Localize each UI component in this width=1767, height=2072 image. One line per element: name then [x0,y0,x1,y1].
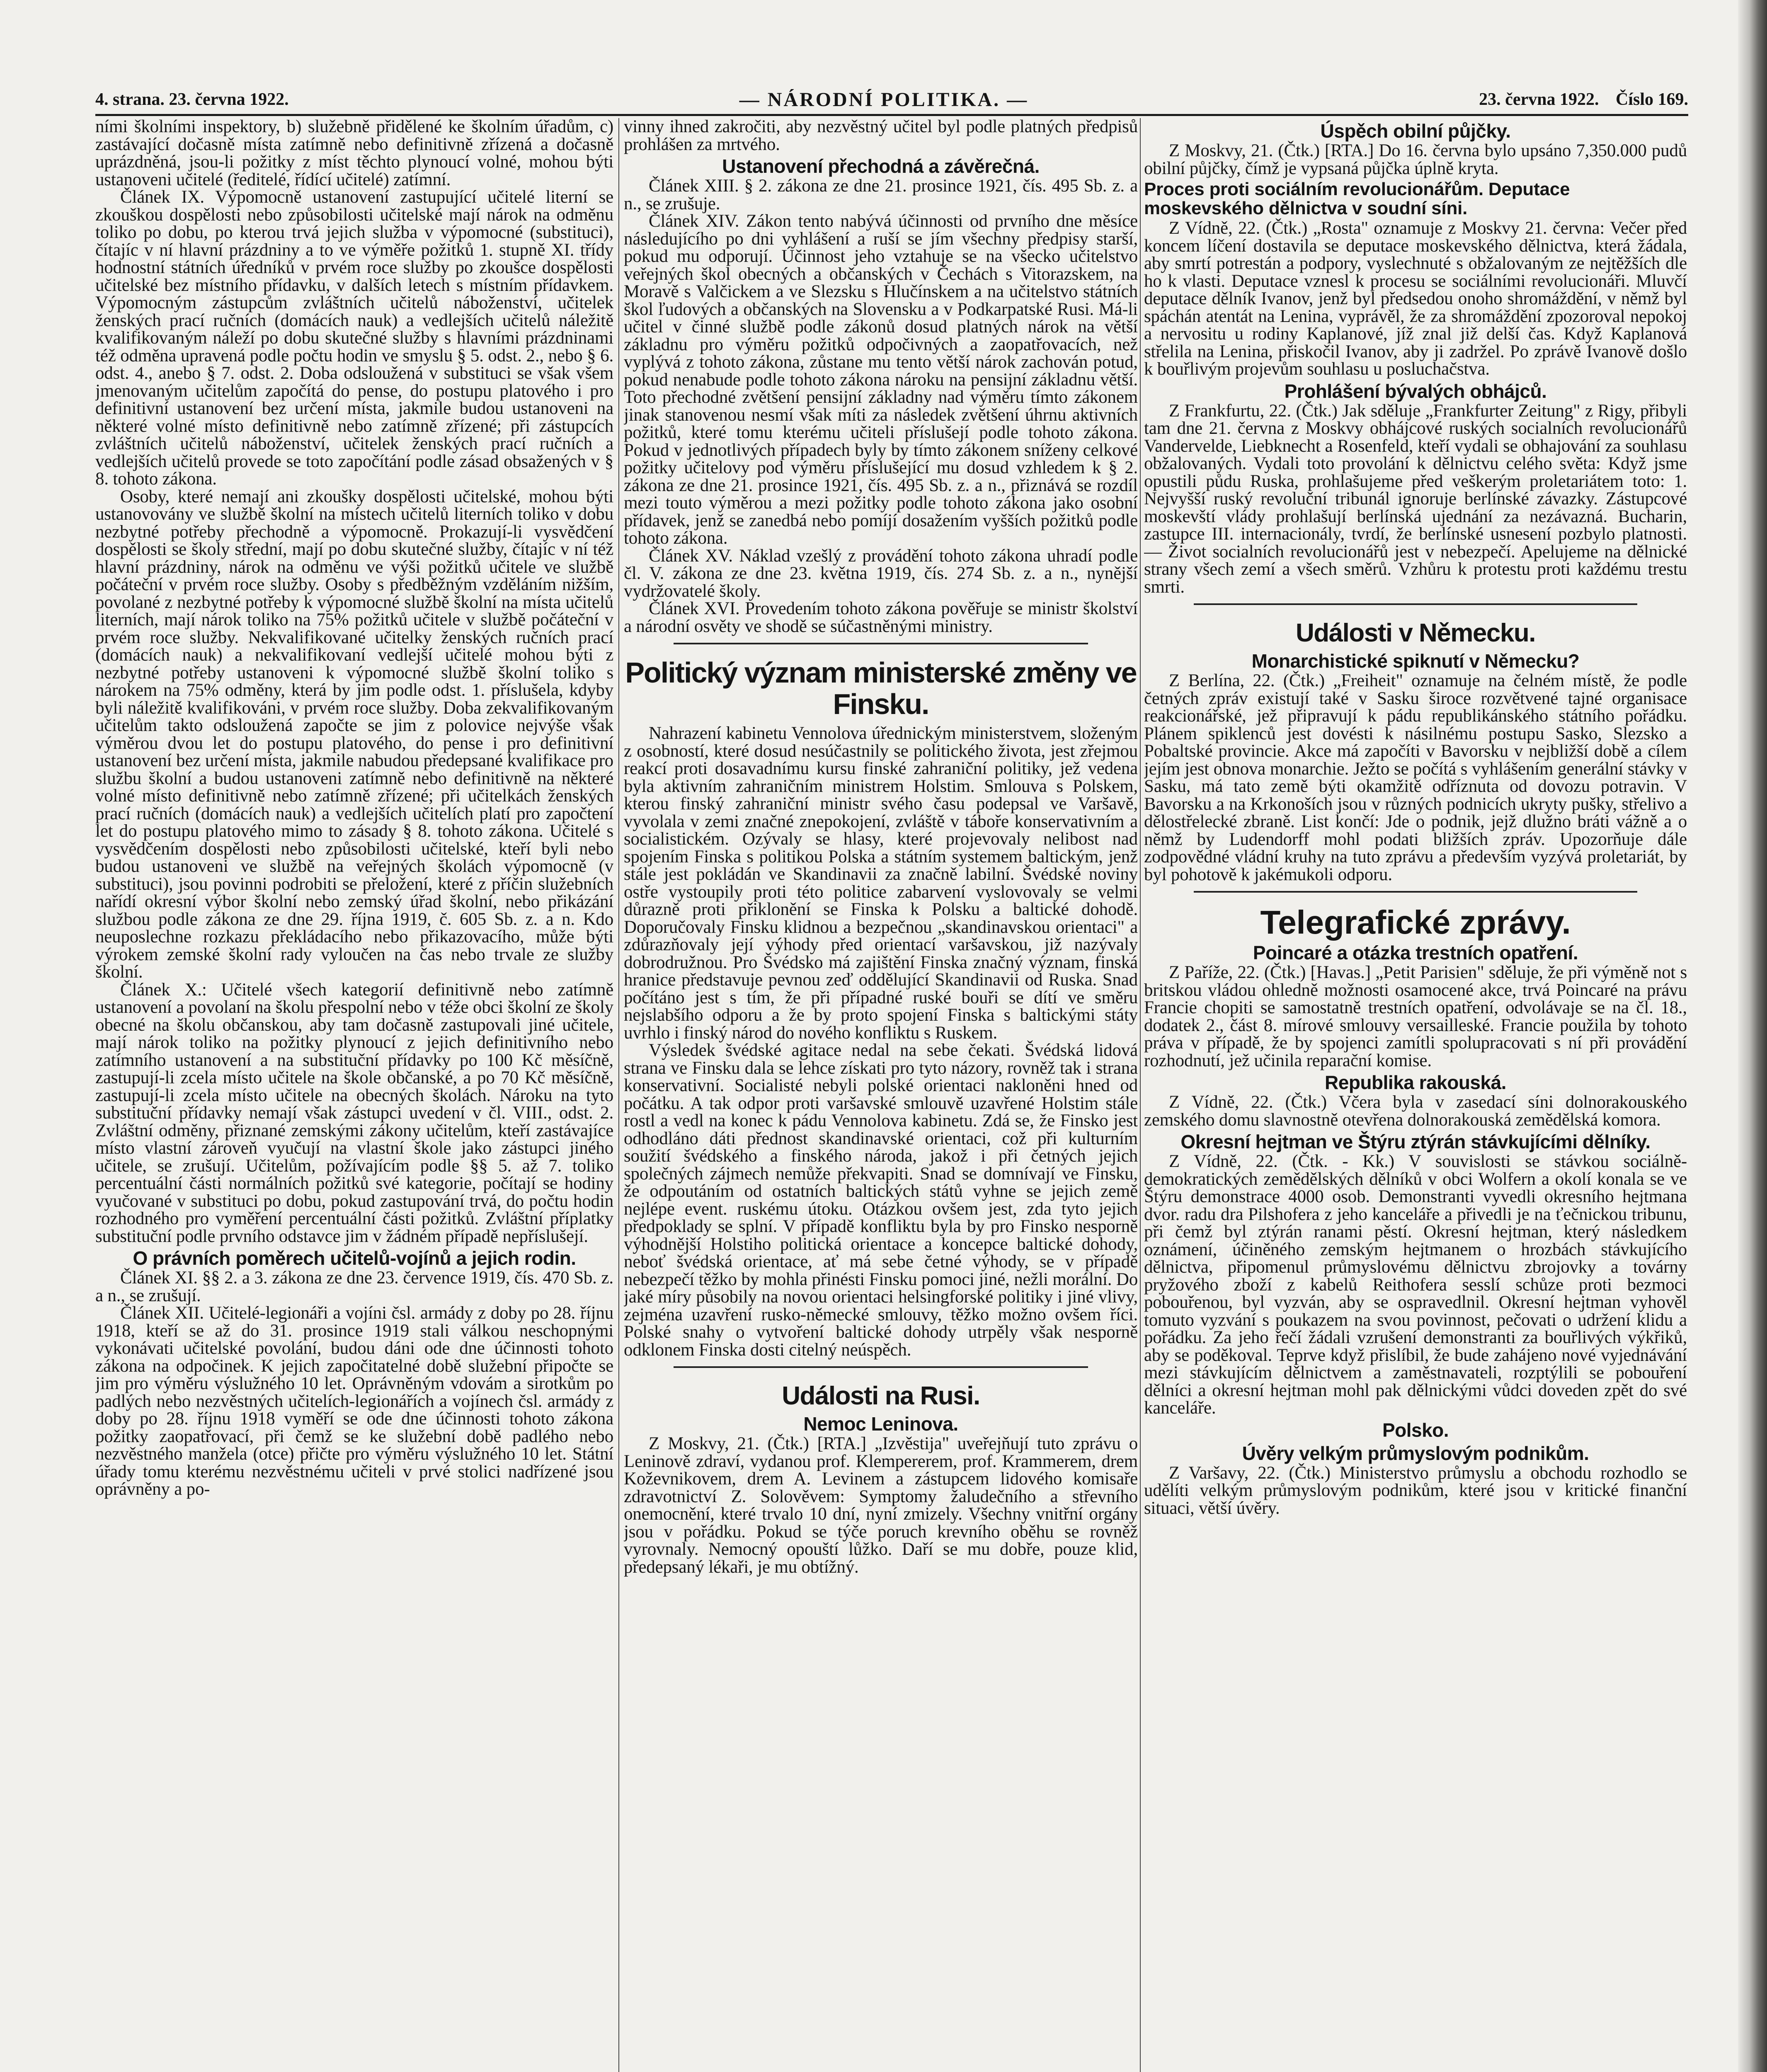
article-paragraph: Z Moskvy, 21. (Čtk.) [RTA.] Do 16. června bylo upsáno 7,350.000 pudů obilní půjčky, čímž je vypsaná půjčka úplně kryta. [1144,141,1687,178]
article-paragraph: Z Vídně, 22. (Čtk.) Včera byla v zasedací síni dolnorakouského zemského domu slavnostně otevřena dolnorakouská zemědělská komora. [1144,1092,1687,1130]
column-rule [618,118,619,2072]
article-divider [1194,891,1637,893]
article-paragraph: Článek XIV. Zákon tento nabývá účinnosti od prvního dne měsíce následujícího po dni vyhlášení a ruší se jím všechny předpisy starší, pokud mu odporují. Účinnost jeho vztahuje se na všecko učitelstvo veřejných škol obecných a občanských v Čechách s Vitorazskem, na Moravě s Valčickem a ve Slezsku s Hlučínskem a na učitelstvo státních škol ľudových a občanských na Slovensku a v Podkarpatské Rusi. Má-li učitel v činné službě podle zákonů dosud platných nárok na větší základnu pro výměru požitků odpočivných a zaopatřovacích, než vyplývá z tohoto zákona, zůstane mu tento větší nárok zachován potud, pokud nenabude podle tohoto zákona nároku na pensijní základnu větší. Toto přechodné zvětšení pensijní základny nad výměru tímto zákonem jinak stanovenou nesmí však míti za následek zvětšení úhrnu aktivních požitků, které tomu kterému učiteli příslušejí podle tohoto zákona. Pokud v jednotlivých případech byly by tímto zákonem sníženy celkové požitky učitelovy pod výměru příslušející mu dosud vzhledem k § 2. zákona ze dne 21. prosince 1921, čís. 495 Sb. z. a n., přiznává se rozdíl mezi touto výměrou a mezi požitky podle tohoto zákona jako osobní přídavek, jenž se zanedbá nebo pomíjí dosažením vyšších požitků podle tohoto zákona. [624,211,1138,548]
article-paragraph: Z Vídně, 22. (Čtk.) „Rosta" oznamuje z Moskvy 21. června: Večer před koncem líčení dostavila se deputace moskevského dělnictva, která žádala, aby smrtí potrestán a podpory, vyslechnuté s obžalovaným ze nejtěžších dle ho k vlasti. Deputace vznesl k procesu se sociálními revolucionáři. Mluvčí deputace dělník Ivanov, jenž byl předsedou onoho shromáždění, v němž byl spáchán atentát na Lenina, vyprávěl, že za shromáždění zpozoroval nepokoj a nervositu u rodiny Kaplanové, jíž znal již delší čas. Když Kaplanová střelila na Lenina, přiskočil Ivanov, aby ji zadržel. Po zprávě Ivanově došlo k bouřlivým projevům souhlasu u posluchačstva. [1144,218,1687,379]
article-paragraph: Článek XVI. Provedením tohoto zákona pověřuje se ministr školství a národní osvěty ve shodě se súčastněnými ministry. [624,599,1138,636]
issue-number: Číslo 169. [1615,90,1688,109]
article-paragraph: Z Paříže, 22. (Čtk.) [Havas.] „Petit Parisien" sděluje, že při výměně not s britskou vládou ohledně možnosti osamocené akce, trvá Poincaré na právu Francie chopiti se samostatně trestních opatření, odvolávaje se na čl. 18., dodatek 2., část 8. mírové smlouvy versailleské. Francie použila by tohoto práva v případě, že by spojenci zamítli spolupracovati s ní při provádění rozhodnutí, jež učinila reparační komise. [1144,963,1687,1070]
sub-heading: Polsko. [1382,1419,1449,1441]
article-paragraph: Z Varšavy, 22. (Čtk.) Ministerstvo průmyslu a obchodu rozhodlo se udělíti velkým průmyslovým podnikům, které jsou v kritické finanční situaci, větší úvěry. [1144,1463,1687,1518]
article-paragraph: Článek IX. Výpomocně ustanovení zastupující učitelé literní se zkouškou dospělosti nebo způsobilosti učitelské mají nárok na odměnu toliko po dobu, po kterou trvá jejich služba v výpomocné (substituci), čítajíc v ní hlavní prázdniny a to ve výměře požitků 1. stupně XI. třídy hodnostní státních úředníků v prvém roce služby po zkoušce dospělosti učitelské bez místního přídavku, v dalších letech s místním přídavkem. Výpomocným zástupcům zvláštních učitelů náboženství, učitelek ženských prací ručních (domácích nauk) a vedlejších učitelů náležitě kvalifikovaným náleží po dobu skutečné služby s hlavními prázdninami též odměna upravená podle počtu hodin ve smyslu § 5. odst. 2., nebo § 6. odst. 4., anebo § 7. odst. 2. Doba odsloužená v substituci se však všem jmenovaným učitelům započítá do pense, do postupu platového i pro definitivní ustanovení bez určení místa, jakmile budou ustanoveni na některé volné místo definitivně nebo zatímně zřízené; při zástupcích zvláštních učitelů náboženství, učitelek ženských prací ručních a vedlejších učitelů provede se toto započítání podle zásad obsažených v § 8. tohoto zákona. [95,187,613,489]
article-paragraph: ními školními inspektory, b) služebně přidělené ke školním úřadům, c) zastávající dočasně místa zatímně nebo definitivně zřízená a dočasně uprázdněná, jsou-li požitky z míst těchto plynoucí volné, mohou býti ustanoveni učitelé (ředitelé, řídící učitelé) zatímní. [95,118,613,189]
article-paragraph: Článek XI. §§ 2. a 3. zákona ze dne 23. července 1919, čís. 470 Sb. z. a n., se zrušují. [95,1268,613,1305]
sub-heading: Poincaré a otázka trestních opatření. [1253,942,1578,963]
sub-heading: Monarchistické spiknutí v Německu? [1251,650,1580,672]
article-paragraph: Osoby, které nemají ani zkoušky dospělosti učitelské, mohou býti ustanovovány ve službě školní na místech učitelů literních toliko v dobu nezbytné potřeby přechodně a výpomocně. Prokazují-li vysvědčení dospělosti se školy střední, mají po dobu skutečné služby, čítajíc v ní též hlavní prázdniny, nárok na odměnu ve výši požitků učitele ve službě počáteční v prvém roce služby. Osoby s předběžným vzděláním nižším, povolané z nezbytné potřeby k výpomocné službě školní na místa učitelů literních, mají nárok toliko na 75% požitků učitele v službě počáteční v prvém roce služby. Nekvalifikované učitelky ženských ručních prací (domácích nauk) a nekvalifikovaní vedlejší učitelé mohou býti z nezbytné potřeby ustanoveni k výpomocné službě školní toliko s nárokem na 75% odměny, která by jim podle odst. 1. příslušela, kdyby byli náležitě kvalifikováni, v prvém roce služby. Doba zekvalifikovaným učitelům takto odsloužená započte se jim z polovice nejvýše však výměrou dvou let do postupu platového, do pense i pro definitivní ustanovení bez určení místa, jakmile nabudou předepsané kvalifikace pro službu školní a budou ustanoveni zatímně nebo definitivně na některé volné místo definitivně nebo zatímně zřízené; při učitelkách ženských prací ručních (domácích nauk) a vedlejších učitelích platí pro započtení let do postupu platového mimo to zásady § 8. tohoto zákona. Učitelé s vysvědčením dospělosti nebo způsobilosti učitelské, kteří byli nebo budou ustanoveni ve službě na veřejných školách výpomocně (v substituci), jsou povinni podrobiti se přeložení, které z příčin služebních nařídí okresní výbor školní nebo zemský úřad školní, nebo přikázání službou podle zákona ze dne 29. října 1919, č. 605 Sb. z. a n. Kdo neuposlechne rozkazu překládacího nebo přikazovacího, může býti výrokem zemské školní rady vyloučen na čas nebo trvale ze služby školní. [95,487,613,982]
section-headline: Události na Rusi. [782,1382,980,1410]
article-paragraph: Výsledek švédské agitace nedal na sebe čekati. Švédská lidová strana ve Finsku dala se lehce získati pro tyto názory, rovněž tak i strana konservativní. Socialisté nebyli polské orientaci nakloněni hned od počátku. A tak odpor proti varšavské smlouvě uzavřené Holstim stále rostl a vedl na konec k pádu Vennolova kabinetu. Zdá se, že Finsko jest odhodláno dáti přednost skandinavské orientaci, což při kulturním soužití švédského a finského národa, jakož i při četných jejich společných zájmech nemůže překvapiti. Snad se domnívají ve Finsku, že odpoutáním od ostatních baltických států vyhne se jejich země nejlépe event. ruskému útoku. Otázkou ovšem jest, zda tyto jejich předpoklady se splní. V případě konfliktu byla by pro Finsko nesporně výhodnější Holstiho politická orientace a koncepce baltické dohody, neboť švédská orientace, ať má sebe četné výhody, se v případě nebezpečí těžko by mohla přinésti Finsku pomoci jiné, nežli morální. Do jaké míry působily na novou orientaci helsingforské politiky i jiné vlivy, zejména uzavření rusko-německé smlouvy, těžko možno ovšem říci. Polské snahy o vytvoření baltické dohody utrpěly však nesporně odklonem Finska dosti citelný neúspěch. [624,1041,1138,1360]
article-headline: Politický význam ministerské změny ve Finsku. [625,656,1137,720]
article-divider [1194,603,1637,605]
sub-heading: Republika rakouská. [1325,1072,1506,1093]
column-2 [624,118,1138,2072]
section-headline: Telegrafické zprávy. [1260,904,1571,941]
header-right [1479,90,1688,109]
article-paragraph: Článek XIII. § 2. zákona ze dne 21. prosince 1921, čís. 495 Sb. z. a n., se zrušuje. [624,176,1138,213]
section-heading: Ustanovení přechodná a závěrečná. [722,155,1040,177]
section-headline: Události v Německu. [1296,619,1535,647]
article-paragraph: Článek XII. Učitelé-legionáři a vojíni čsl. armády z doby po 28. říjnu 1918, kteří se až do 31. prosince 1919 stali válkou neschopnými vykonávati učitelské povolání, budou dáni ode dne účinnosti tohoto zákona na odpočinek. K jejich započitatelné době služební připočte se jim pro výměru výslužného 10 let. Oprávněným vdovám a sirotkům po padlých nebo nezvěstných učitelích-legionářích a vojínech čsl. armády z doby po 28. říjnu 1918 vyměří se ode dne účinnosti tohoto zákona požitky zaopatřovací, při čemž se ke služební době padlého nebo nezvěstného manžela (otce) přičte pro výměru výslužného 10 let. Státní úřady tomu kterému nezvěstnému učiteli v prvé stolici nadřízené jsou oprávněny a po- [95,1303,613,1499]
column-rule [1140,118,1141,2072]
masthead-title: — NÁRODNÍ POLITIKA. — [739,88,1029,111]
article-paragraph: Článek XV. Náklad vzešlý z provádění tohoto zákona uhradí podle čl. V. zákona ze dne 23. května 1919, čís. 274 Sb. z. a n., nynější vydržovatelé školy. [624,546,1138,601]
sub-heading: Proces proti sociálním revolucionářům. Deputace moskevského dělnictva v soudní síni. [1144,179,1570,218]
section-heading: O právních poměrech učitelů-vojínů a jejich rodin. [133,1247,576,1269]
header-page-info: 4. strana. 23. června 1922. [95,90,289,109]
article-paragraph: vinny ihned zakročiti, aby nezvěstný učitel byl podle platných předpisů prohlášen za mrtvého. [624,118,1138,154]
article-paragraph: Z Vídně, 22. (Čtk. - Kk.) V souvislosti se stávkou sociálně-demokratických zemědělských dělníků v obci Wolfern a okolí konala se ve Štýru demonstrace 4000 osob. Demonstranti vyvedli okresního hejtmana dvor. radu dra Pilshofera z jeho kanceláře a přivedli je na ťečnickou tribunu, při čemž byl ztýrán ranami pěstí. Okresní hejtman, který následkem oznámení, účiněného zemským hejtmanem o hrozbách stávkujícího dělnictva, připomenul průmyslovému dělnictvu zbrojovky a továrny pryžového zboží z kabelů Reithofera sesslí schůze proti bezmoci pobouřenou, byl vyzván, aby se ospravedlnil. Okresní hejtman vyhověl tomuto vyzvání s poukazem na svou povinnost, pečovati o udržení klidu a pořádku. Za jeho řečí žádali vzrušení demonstranti za bouřlivých výkřiků, aby se poděkoval. Teprve když přislíbil, že bude zahájeno nové vyjednávání mezi stávkujícím dělnictvem a zaměstnavateli, rozptýlili se pobouření dělníci a okresní hejtman mohl pak dělnickými vůdci doveden zpět do své kanceláře. [1144,1152,1687,1418]
header-date: 23. června 1922. [1479,90,1599,109]
page-header [95,85,1688,116]
sub-heading: Okresní hejtman ve Štýru ztýrán stávkujícími dělníky. [1180,1131,1651,1152]
column-1 [95,118,613,2072]
sub-heading: Úvěry velkým průmyslovým podnikům. [1242,1442,1589,1464]
page-edge-shadow [1738,0,1767,2072]
article-paragraph: Z Moskvy, 21. (Čtk.) [RTA.] „Izvěstija" uveřejňují tuto zprávu o Leninově zdraví, vydanou prof. Klempererem, prof. Krammerem, drem Koževnikovem, drem A. Levinem a zástupcem lidového komisaře zdravotnictví Z. Solověvem: Symptomy žaludečního a střevního onemocnění, které trvalo 10 dní, nyní zmizely. Všechny vnitřní orgány jsou v pořádku. Pokud se týče poruch krevního oběhu se rovněž vyrovnaly. Nemocný opouští lůžko. Daří se mu dobře, pouze klid, předepsaný lékaři, je mu obtížný. [624,1434,1138,1577]
sub-heading: Nemoc Leninova. [803,1413,958,1435]
sub-heading: Úspěch obilní půjčky. [1320,120,1511,142]
article-paragraph: Z Berlína, 22. (Čtk.) „Freiheit" oznamuje na čelném místě, že podle četných zpráv existují také v Sasku široce rozvětvené tajné organisace reakcionářské, jež připravují k pádu republikánského státního pořádku. Plánem spiklenců jest dovésti k násilnému postupu Sasko, Slezsko a Pobaltské provincie. Akce má započíti v Bavorsku v nejbližší době a cílem jejím jest obnova monarchie. Ježto se počítá s vyhlášením generální stávky v Sasku, má tato země býti okamžitě odříznuta od dovozu potravin. V Bavorsku a na Krkonoších jsou v různých podnicích ukryty pušky, střelivo a dělostřelecké zbraně. List končí: Jde o podnik, jejž dlužno bráti vážně a o němž by Ludendorff mohl podati bližších zpráv. Upozorňuje dále zodpovědné vládní kruhy na tuto zprávu a především vyzývá proletariát, by byl pohotově k jakémukoli odporu. [1144,671,1687,884]
sub-heading: Prohlášení bývalých obhájců. [1284,380,1547,402]
article-divider [674,1366,1088,1368]
column-3 [1144,118,1687,2072]
article-paragraph: Nahrazení kabinetu Vennolova úřednickým ministerstvem, složeným z osobností, které dosud nesúčastnily se politického života, jest zřejmou reakcí proti dosavadnímu kursu finské zahraniční politiky, jež vedena byla aktivním zahraničním ministrem Holstim. Smlouva s Polskem, kterou finský zahraniční ministr svého času podepsal ve Varšavě, vyvolala v zemi značné znepokojení, zvláště v táboře konservativním a socialistickém. Ozývaly se hlasy, které projevovaly nelibost nad spojením Finska s politikou Polska a státním systemem baltickým, jenž stále jest pokládán ve Skandinavii za značně labilní. Švédské noviny ostře vystoupily proti této politice zabarvení vyslovovaly se velmi důrazně proti přiklonění se Finska k Polsku a baltické dohodě. Doporučovaly Finsku klidnou a bezpečnou „skandinavskou orientaci" a zdůrazňovaly její výhody před orientací varšavskou, již nazývaly dobrodružnou. Pro Švédsko má zajištění Finska značný význam, finská hranice představuje pevnou zeď oddělující Skandinavii od Ruska. Snad počítáno jest s tím, že při případné ruské bouři se dítí ve směru nejslabšího odporu a že by proto spojení Finska s baltickými státy uvrhlo i finský národ do nového konfliktu s Ruskem. [624,724,1138,1043]
article-paragraph: Článek X.: Učitelé všech kategorií definitivně nebo zatímně ustanovení a povolaní na školu přespolní nebo v téže obci školní ze školy obecné na školu občanskou, aby tam dočasně zastupovali jiné učitele, mají nárok toliko na požitky plynoucí z jejich definitivního nebo zatímního ustanovení a na substituční přídavky po 100 Kč měsíčně, zastupují-li zcela místo učitele na škole občanské, a po 70 Kč měsíčně, zastupují-li zcela místo učitele na obecných školách. Nároku na tyto substituční přídavky nemají však zástupci uvedení v čl. VIII., odst. 2. Zvláštní odměny, přiznané zemskými zákony učitelům, kteří zastávajíce místo vlastní zároveň vyučují na vlastní škole jako zástupci jiného učitele, se zrušují. Učitelům, požívajícím podle §§ 5. až 7. toliko percentuální části normálních požitků své kategorie, počítají se hodiny vyučované v substituci po dobu, pokud zastupování trvá, do počtu hodin rozhodného pro vyměření percentuální části požitků. Zvláštní příplatky substituční podle prvního odstavce jim v žádném případě nepříslušejí. [95,980,613,1246]
article-divider [674,643,1088,644]
article-paragraph: Z Frankfurtu, 22. (Čtk.) Jak sděluje „Frankfurter Zeitung" z Rigy, přibyli tam dne 21. června z Moskvy obhájcové ruských socialních revolucionářů Vandervelde, Liebknecht a Rosenfeld, kteří vydali se obhajování za souhlasu obžalovaných. Vydali toto provolání k dělnictvu celého světa: Když jsme opustili půdu Ruska, prohlašujeme před veškerým proletariátem toto: 1. Nejvyšší ruský revoluční tribunál ignoruje berlínské závazky. Zástupcové moskevští vlády prohlašují berlínská ujednání za nezávazná. Bucharin, zastupce III. internacionály, tvrdí, že berlínské usnesení pozbylo platnosti. — Život socialních revolucionářů jest v nebezpečí. Apelujeme na dělnické strany všech zemí a všech směrů. Vzhůru k protestu proti každému trestu smrti. [1144,401,1687,597]
